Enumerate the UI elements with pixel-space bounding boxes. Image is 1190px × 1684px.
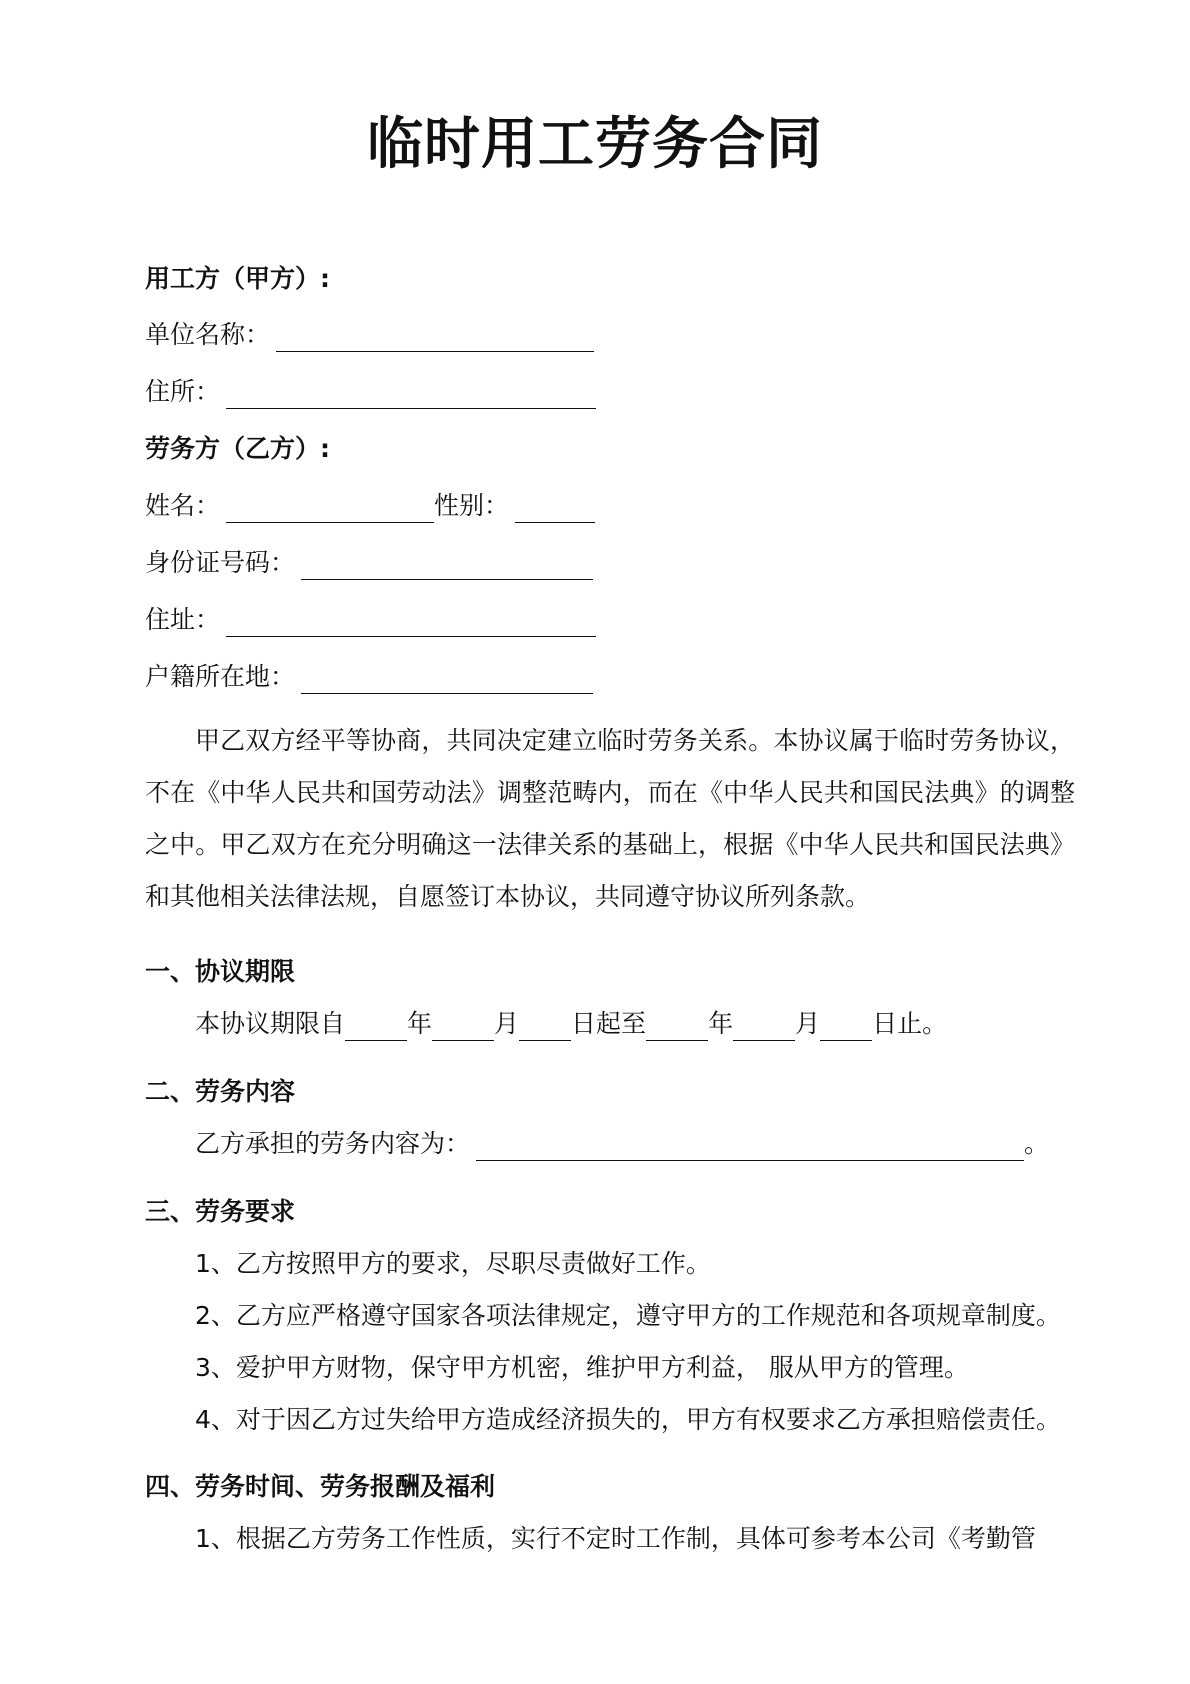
party-b-id-row bbox=[145, 546, 593, 580]
day-from-text: 日起至 bbox=[571, 1009, 647, 1038]
id-field[interactable] bbox=[301, 553, 593, 580]
party-a-address-field[interactable] bbox=[226, 382, 596, 409]
id-label: 身份证号码： bbox=[145, 548, 296, 577]
party-b-address-field[interactable] bbox=[226, 610, 596, 637]
start-day-field[interactable] bbox=[519, 1014, 571, 1041]
section-3-item: 4、对于因乙方过失给甲方造成经济损失的，甲方有权要求乙方承担赔偿责任。 bbox=[195, 1405, 1061, 1434]
household-field[interactable] bbox=[301, 667, 593, 694]
month-text-2: 月 bbox=[795, 1009, 821, 1038]
party-a-address-row bbox=[145, 375, 596, 409]
party-b-address-row bbox=[145, 603, 596, 637]
party-a-address-label: 住所： bbox=[145, 377, 221, 406]
section-3-item: 1、乙方按照甲方的要求，尽职尽责做好工作。 bbox=[195, 1249, 711, 1278]
gender-label: 性别： bbox=[434, 491, 510, 520]
party-b-name-row bbox=[145, 489, 595, 523]
section-4-title: 四、劳务时间、劳务报酬及福利 bbox=[145, 1472, 496, 1501]
intro-paragraph: 甲乙双方经平等协商，共同决定建立临时劳务关系。本协议属于临时劳务协议，不在《中华人民共和国劳动法》调整范畴内，而在《中华人民共和国民法典》的调整之中。甲乙双方在充分明确这一法律关系的基础上，根据《中华人民共和国民法典》和其他相关法律法规，自愿签订本协议，共同遵守协议所列条款。 bbox=[145, 726, 1075, 911]
party-b-household-row bbox=[145, 660, 593, 694]
document-title: 临时用工劳务合同 bbox=[367, 112, 823, 177]
start-year-field[interactable] bbox=[345, 1014, 407, 1041]
labor-content-label: 乙方承担的劳务内容为： bbox=[195, 1129, 471, 1158]
name-label: 姓名： bbox=[145, 491, 221, 520]
start-month-field[interactable] bbox=[432, 1014, 494, 1041]
unit-name-label: 单位名称： bbox=[145, 320, 271, 349]
section-4-item: 1、根据乙方劳务工作性质，实行不定时工作制，具体可参考本公司《考勤管 bbox=[195, 1524, 1036, 1553]
section-2-content-row bbox=[195, 1127, 1049, 1161]
year-text: 年 bbox=[407, 1009, 433, 1038]
labor-content-end: 。 bbox=[1024, 1129, 1050, 1158]
term-start-text: 本协议期限自 bbox=[195, 1009, 346, 1038]
end-year-field[interactable] bbox=[646, 1014, 708, 1041]
end-month-field[interactable] bbox=[733, 1014, 795, 1041]
year-text-2: 年 bbox=[708, 1009, 734, 1038]
section-3-item: 2、乙方应严格遵守国家各项法律规定，遵守甲方的工作规范和各项规章制度。 bbox=[195, 1301, 1061, 1330]
party-a-heading: 用工方（甲方）: bbox=[145, 264, 330, 293]
party-b-heading: 劳务方（乙方）: bbox=[145, 434, 330, 463]
section-1-title: 一、协议期限 bbox=[145, 957, 296, 986]
party-b-address-label: 住址： bbox=[145, 605, 221, 634]
household-label: 户籍所在地： bbox=[145, 662, 296, 691]
name-field[interactable] bbox=[226, 496, 434, 523]
labor-content-field[interactable] bbox=[476, 1134, 1024, 1161]
section-3-item: 3、爱护甲方财物，保守甲方机密，维护甲方利益， 服从甲方的管理。 bbox=[195, 1353, 969, 1382]
month-text: 月 bbox=[494, 1009, 520, 1038]
unit-name-field[interactable] bbox=[276, 325, 594, 352]
section-1-term-row bbox=[195, 1007, 947, 1041]
gender-field[interactable] bbox=[515, 496, 595, 523]
section-2-title: 二、劳务内容 bbox=[145, 1077, 296, 1106]
section-3-title: 三、劳务要求 bbox=[145, 1197, 296, 1226]
end-day-field[interactable] bbox=[820, 1014, 872, 1041]
party-a-unit-name-row bbox=[145, 318, 594, 352]
day-end-text: 日止。 bbox=[872, 1009, 948, 1038]
